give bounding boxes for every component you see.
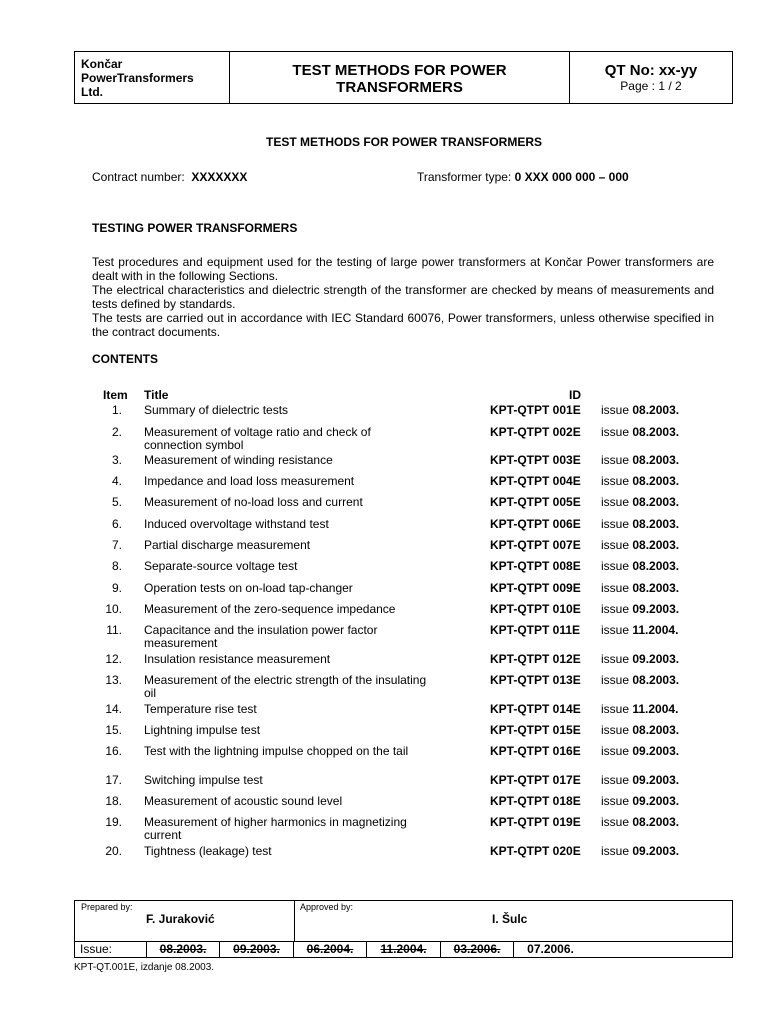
intro-paragraph-2: The electrical characteristics and dielectric strength of the transformer are checked by means of measurements and tests defined by standards. — [92, 283, 714, 311]
transformer-label: Transformer type: — [417, 170, 512, 184]
row-title: Switching impulse test — [144, 773, 263, 787]
row-issue — [601, 404, 679, 417]
row-number: 4. — [111, 474, 122, 488]
row-id: KPT-QTPT 017E — [490, 773, 581, 787]
prepared-label: Prepared by: — [81, 902, 133, 912]
column-header-id: ID — [569, 388, 581, 402]
approved-cell — [295, 901, 732, 942]
issue-date: 08.2003. — [632, 723, 680, 737]
row-title: Tightness (leakage) test — [144, 844, 272, 858]
document-title: TEST METHODS FOR POWER TRANSFORMERS — [266, 135, 542, 149]
issue-date-value: 06.2004. — [306, 942, 354, 956]
prepared-cell — [75, 901, 295, 942]
company-line-2: PowerTransformers — [81, 71, 194, 85]
issue-word: issue — [601, 581, 630, 595]
issue-word: issue — [601, 744, 630, 758]
issue-word: issue — [601, 723, 630, 737]
approved-label: Approved by: — [300, 902, 354, 912]
table-row — [92, 624, 732, 652]
issue-cell — [441, 942, 514, 957]
issue-date: 09.2003. — [632, 773, 680, 787]
issue-word: issue — [601, 602, 630, 616]
row-number: 1. — [111, 403, 122, 417]
row-number: 8. — [111, 559, 122, 573]
issue-date-value: 11.2004. — [380, 942, 427, 956]
row-id: KPT-QTPT 008E — [490, 559, 581, 573]
header-title-line-2: TRANSFORMERS — [336, 79, 463, 96]
table-row — [92, 674, 732, 702]
row-id: KPT-QTPT 010E — [490, 602, 581, 616]
document-header — [74, 51, 733, 104]
row-issue — [601, 724, 679, 737]
company-name — [75, 52, 230, 103]
page-number: Page : 1 / 2 — [620, 79, 682, 93]
intro-paragraph-1: Test procedures and equipment used for the testing of large power transformers at Končar Power transformers are dealt with in the following Sections. — [92, 255, 714, 283]
issue-word: issue — [601, 702, 630, 716]
row-title: Temperature rise test — [144, 702, 257, 716]
issue-date: 08.2003. — [632, 559, 680, 573]
issue-cell — [367, 942, 441, 957]
intro-paragraph-3: The tests are carried out in accordance with IEC Standard 60076, Power transformers, unless otherwise specified in the contract documents. — [92, 311, 714, 339]
issue-date: 08.2003. — [632, 474, 680, 488]
row-title: Separate-source voltage test — [144, 559, 298, 573]
row-issue — [601, 703, 678, 716]
row-issue — [601, 560, 679, 573]
row-issue — [601, 426, 679, 439]
row-id: KPT-QTPT 009E — [490, 581, 581, 595]
issue-date: 11.2004. — [632, 623, 679, 637]
row-title: Capacitance and the insulation power factor measurement — [144, 623, 378, 650]
issue-word: issue — [601, 495, 630, 509]
row-id: KPT-QTPT 004E — [490, 474, 581, 488]
row-title: Measurement of higher harmonics in magnetizing current — [144, 815, 407, 842]
row-id: KPT-QTPT 003E — [490, 453, 581, 467]
row-issue — [601, 582, 679, 595]
row-issue — [601, 454, 679, 467]
row-issue — [601, 795, 679, 808]
column-header-item: Item — [103, 388, 128, 402]
issue-date: 11.2004. — [632, 702, 679, 716]
issue-date: 08.2003. — [632, 517, 680, 531]
row-number: 2. — [111, 425, 122, 439]
row-id: KPT-QTPT 016E — [490, 744, 581, 758]
row-issue — [601, 816, 679, 829]
issue-date: 08.2003. — [632, 425, 680, 439]
company-line-1: Končar — [81, 57, 123, 71]
row-issue — [601, 624, 678, 637]
contract-label: Contract number: — [92, 170, 185, 184]
row-issue — [601, 745, 679, 758]
row-number: 12. — [105, 652, 122, 666]
issue-date-value: 03.2006. — [453, 942, 501, 956]
document-code: KPT-QT.001E, izdanje 08.2003. — [74, 962, 215, 973]
row-id: KPT-QTPT 015E — [490, 723, 581, 737]
issue-date: 08.2003. — [632, 815, 680, 829]
issue-word: issue — [601, 453, 630, 467]
issue-date: 08.2003. — [632, 495, 680, 509]
row-number: 10. — [105, 602, 122, 616]
row-id: KPT-QTPT 019E — [490, 815, 581, 829]
issue-word: issue — [601, 425, 630, 439]
issue-date-value: 09.2003. — [233, 942, 280, 956]
table-row — [92, 426, 732, 454]
row-title: Partial discharge measurement — [144, 538, 311, 552]
row-title: Summary of dielectric tests — [144, 403, 289, 417]
row-id: KPT-QTPT 014E — [490, 702, 581, 716]
row-issue — [601, 674, 679, 687]
row-number: 14. — [105, 702, 122, 716]
issue-cell — [220, 942, 294, 957]
table-row — [92, 745, 732, 773]
row-number: 3. — [111, 453, 122, 467]
issue-date: 08.2003. — [632, 581, 680, 595]
issue-date: 08.2003. — [632, 673, 680, 687]
row-title: Insulation resistance measurement — [144, 652, 331, 666]
row-number: 16. — [105, 744, 122, 758]
contract-value: XXXXXXX — [191, 170, 248, 184]
row-id: KPT-QTPT 013E — [490, 673, 581, 687]
issue-label: Issue: — [80, 942, 113, 956]
row-id: KPT-QTPT 001E — [490, 403, 581, 417]
issue-date: 09.2003. — [632, 744, 680, 758]
issue-word: issue — [601, 517, 630, 531]
row-number: 7. — [111, 538, 122, 552]
issue-word: issue — [601, 844, 630, 858]
issue-word: issue — [601, 538, 630, 552]
row-number: 20. — [105, 844, 122, 858]
issue-date: 08.2003. — [632, 453, 680, 467]
table-row — [92, 816, 732, 844]
issue-date: 08.2003. — [632, 403, 680, 417]
section-heading: TESTING POWER TRANSFORMERS — [92, 221, 298, 235]
row-title: Measurement of the electric strength of the insulating oil — [144, 673, 427, 700]
issue-date: 09.2003. — [632, 794, 680, 808]
qt-number: QT No: xx-yy — [604, 62, 698, 79]
issue-word: issue — [601, 815, 630, 829]
contents-heading: CONTENTS — [92, 352, 158, 366]
intro-text — [92, 255, 714, 339]
row-number: 18. — [105, 794, 122, 808]
issue-date: 09.2003. — [632, 652, 680, 666]
row-issue — [601, 475, 679, 488]
row-id: KPT-QTPT 002E — [490, 425, 581, 439]
approved-name: I. Šulc — [492, 912, 528, 926]
row-id: KPT-QTPT 007E — [490, 538, 581, 552]
transformer-type — [417, 170, 629, 184]
row-title: Impedance and load loss measurement — [144, 474, 355, 488]
row-title: Lightning impulse test — [144, 723, 261, 737]
header-title-line-1: TEST METHODS FOR POWER — [292, 62, 507, 79]
row-issue — [601, 774, 679, 787]
issue-date-value: 07.2006. — [527, 942, 574, 956]
row-number: 17. — [105, 773, 122, 787]
issue-word: issue — [601, 652, 630, 666]
issue-cell — [514, 942, 587, 957]
approval-table — [74, 900, 733, 958]
row-issue — [601, 496, 679, 509]
row-title: Test with the lightning impulse chopped on the tail — [144, 744, 409, 758]
row-title: Measurement of voltage ratio and check of connection symbol — [144, 425, 371, 452]
row-id: KPT-QTPT 018E — [490, 794, 581, 808]
issue-label-cell — [75, 942, 147, 957]
row-issue — [601, 653, 679, 666]
row-number: 15. — [105, 723, 122, 737]
row-number: 9. — [111, 581, 122, 595]
row-title: Measurement of the zero-sequence impedance — [144, 602, 396, 616]
issue-word: issue — [601, 403, 630, 417]
issue-date: 09.2003. — [632, 844, 680, 858]
row-issue — [601, 845, 679, 858]
row-issue — [601, 518, 679, 531]
issue-word: issue — [601, 623, 630, 637]
transformer-value: 0 XXX 000 000 – 000 — [514, 170, 629, 184]
issue-date-value: 08.2003. — [159, 942, 207, 956]
issue-word: issue — [601, 559, 630, 573]
row-number: 19. — [105, 815, 122, 829]
issue-word: issue — [601, 794, 630, 808]
row-id: KPT-QTPT 011E — [490, 623, 581, 637]
table-row — [92, 845, 732, 873]
row-title: Measurement of winding resistance — [144, 453, 333, 467]
row-title: Measurement of no-load loss and current — [144, 495, 363, 509]
issue-cell — [294, 942, 367, 957]
issue-word: issue — [601, 773, 630, 787]
row-id: KPT-QTPT 012E — [490, 652, 581, 666]
header-title — [230, 52, 570, 103]
row-id: KPT-QTPT 005E — [490, 495, 581, 509]
qt-number-cell — [570, 52, 732, 103]
prepared-name: F. Juraković — [146, 912, 215, 926]
issue-cell — [147, 942, 220, 957]
row-issue — [601, 539, 679, 552]
row-id: KPT-QTPT 006E — [490, 517, 581, 531]
company-line-3: Ltd. — [81, 85, 103, 99]
issue-date: 09.2003. — [632, 602, 680, 616]
row-issue — [601, 603, 679, 616]
row-title: Operation tests on on-load tap-changer — [144, 581, 353, 595]
issue-word: issue — [601, 474, 630, 488]
contract-number — [92, 170, 247, 184]
row-number: 13. — [105, 673, 122, 687]
row-id: KPT-QTPT 020E — [490, 844, 581, 858]
row-number: 11. — [106, 623, 122, 637]
issue-date: 08.2003. — [632, 538, 680, 552]
issue-word: issue — [601, 673, 630, 687]
row-number: 5. — [111, 495, 122, 509]
column-header-title: Title — [144, 388, 169, 402]
row-number: 6. — [111, 517, 122, 531]
row-title: Measurement of acoustic sound level — [144, 794, 343, 808]
row-title: Induced overvoltage withstand test — [144, 517, 329, 531]
